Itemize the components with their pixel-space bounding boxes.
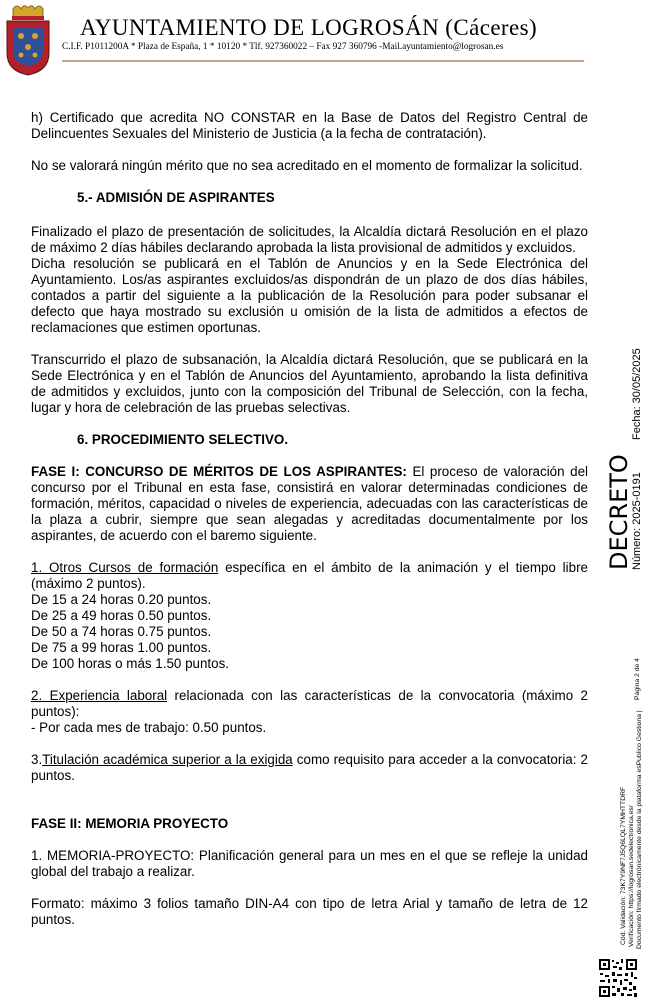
signature-note: Documento firmado electrónicamente desde la plataforma esPublico Gestiona | xyxy=(636,710,643,949)
town-hall-title: AYUNTAMIENTO DE LOGROSÁN (Cáceres) xyxy=(80,15,538,40)
paragraph-formato: Formato: máximo 3 folios tamaño DIN-A4 con tipo de letra Arial y tamaño de letra de 12 puntos. xyxy=(31,896,588,927)
fase1-title: FASE I: CONCURSO DE MÉRITOS DE LOS ASPIRANTES: xyxy=(31,464,407,479)
paragraph-fase1 xyxy=(31,464,588,544)
heading-fase2: FASE II: MEMORIA PROYECTO xyxy=(31,816,229,831)
list-item: De 15 a 24 horas 0.20 puntos. xyxy=(31,592,212,607)
paragraph-dicha: Dicha resolución se publicará en el Tablón de Anuncios y en la Sede Electrónica del Ayuntamiento. Los/as aspirantes excluidos/as dispondrán de un plazo de dos días hábiles, contados a partir del siguiente a la publicación de la Resolución para poder subsanar el defecto que haya mostrado su exclusión u omisión de la lista de admitidos a efectos de reclamaciones que estimen oportunas. xyxy=(31,256,588,335)
paragraph-finalizado: Finalizado el plazo de presentación de solicitudes, la Alcaldía dictará Resolución en el plazo de máximo 2 días hábiles declarando aprobada la lista provisional de admitidos y excluidos. xyxy=(31,224,588,255)
decree-date: Fecha: 30/05/2025 xyxy=(631,348,643,440)
validation-url: Verificación: https://logrosan.sedelectronica.es/ xyxy=(628,805,635,947)
decree-label: DECRETO xyxy=(605,454,633,570)
page-counter: Página 2 de 4 xyxy=(634,658,641,700)
paragraph-no-merito: No se valorará ningún mérito que no sea acreditado en el momento de formalizar la solicitud. xyxy=(31,158,583,173)
fase1-text: El proceso de valoración del concurso por el Tribunal en esta fase, consistirá en valorar determinadas condiciones de formación, méritos, capacidad o niveles de experiencia, adecuadas con las características de la plaza a cubrir, siempre que sean alegadas y acreditadas documentalmente por los aspirantes, de acuerdo con el baremo siguiente. xyxy=(31,464,588,543)
item2-title: 2. Experiencia laboral xyxy=(31,688,168,703)
validation-code: Cód. Validación: 73K7Y9NF7J5Q6LQL7YMHTTDRF xyxy=(620,786,627,945)
heading-admision: 5.- ADMISIÓN DE ASPIRANTES xyxy=(77,190,275,205)
paragraph-certificado: h) Certificado que acredita NO CONSTAR en la Base de Datos del Registro Central de Delincuentes Sexuales del Ministerio de Justicia (a la fecha de contratación). xyxy=(31,110,588,141)
item1-title: 1. Otros Cursos de formación xyxy=(31,560,219,575)
header-divider xyxy=(62,60,584,62)
document-body xyxy=(31,110,588,928)
paragraph-transcurrido: Transcurrido el plazo de subsanación, la Alcaldía dictará Resolución, que se publicará en la Sede Electrónica y en el Tablón de Anuncios del Ayuntamiento, aprobando la lista definitiva de admitidos y excluidos, junto con la composición del Tribunal de Selección, con la fecha, lugar y hora de celebración de las pruebas selectivas. xyxy=(31,352,588,415)
item3-text: como requisito para acceder a la convocatoria: 2 puntos. xyxy=(31,752,588,783)
item1-text: específica en el ámbito de la animación y el tiempo libre (máximo 2 puntos). xyxy=(31,560,588,591)
paragraph-item2 xyxy=(31,688,588,720)
coat-of-arms-icon xyxy=(3,3,53,77)
qr-code-icon xyxy=(598,958,638,998)
paragraph-item1 xyxy=(31,560,588,592)
list-item: De 50 a 74 horas 0.75 puntos. xyxy=(31,624,212,639)
item3-prefix: 3. xyxy=(31,752,43,767)
item2-text: relacionada con las características de la convocatoria (máximo 2 puntos): xyxy=(31,688,588,719)
item3-title: Titulación académica superior a la exigida xyxy=(42,752,293,767)
paragraph-item3 xyxy=(31,752,588,784)
decree-number: Número: 2025-0191 xyxy=(631,472,643,570)
letterhead xyxy=(0,0,645,75)
list-item: De 100 horas o más 1.50 puntos. xyxy=(31,656,230,671)
paragraph-memoria: 1. MEMORIA-PROYECTO: Planificación general para un mes en el que se refleje la unidad global del trabajo a realizar. xyxy=(31,848,588,879)
heading-procedimiento: 6. PROCEDIMIENTO SELECTIVO. xyxy=(77,432,289,447)
list-item: - Por cada mes de trabajo: 0.50 puntos. xyxy=(31,720,267,735)
list-item: De 75 a 99 horas 1.00 puntos. xyxy=(31,640,212,655)
contact-info: C.I.F. P1011200A * Plaza de España, 1 * 10120 * Tlf. 927360022 – Fax 927 360796 -Mail.ayuntamiento@logrosan.es xyxy=(62,42,504,52)
list-item: De 25 a 49 horas 0.50 puntos. xyxy=(31,608,212,623)
